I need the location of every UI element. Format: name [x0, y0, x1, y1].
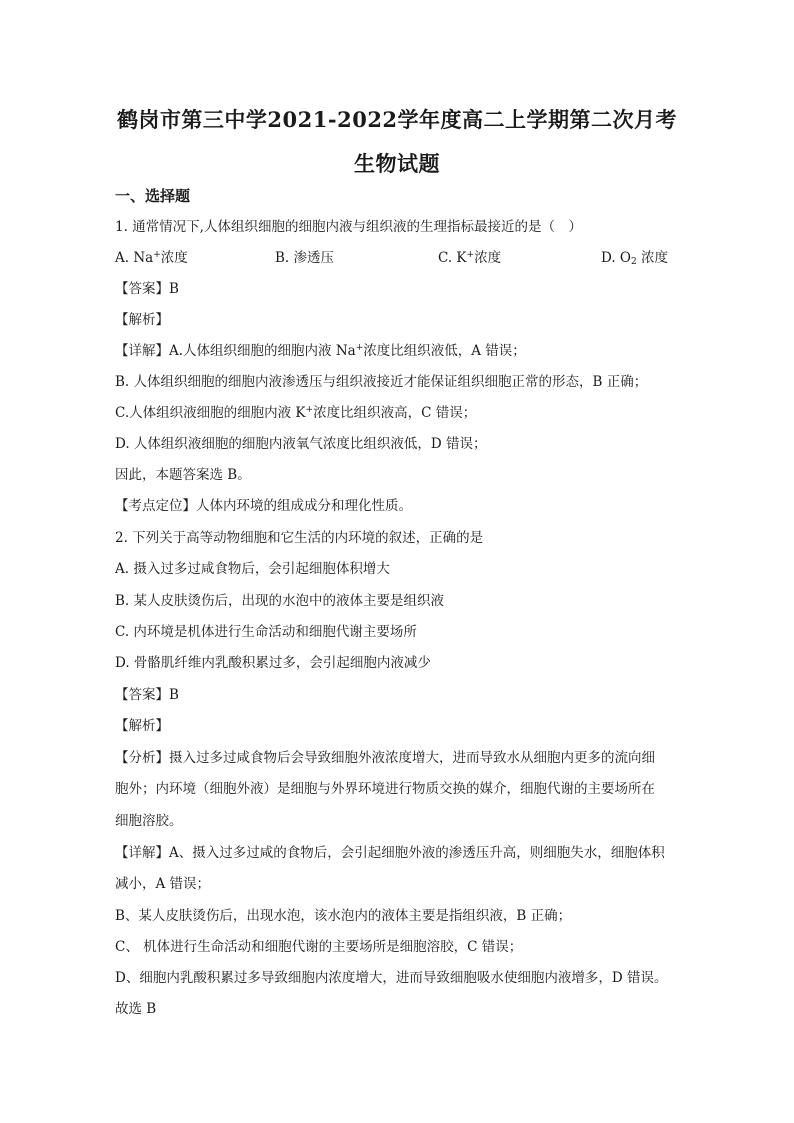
question-1-stem: 1. 通常情况下,人体组织细胞的细胞内液与组织液的生理指标最接近的是（ ）: [115, 219, 582, 235]
question-2-option-b: B. 某人皮肤烫伤后，出现的水泡中的液体主要是组织液: [115, 593, 445, 609]
question-2-option-a: A. 摄入过多过咸食物后，会引起细胞体积增大: [115, 561, 390, 577]
question-1-detail-a: 【详解】A.人体组织细胞的细胞内液 Na+浓度比组织液低，A 错误；: [115, 343, 526, 359]
question-1-conclusion: 因此，本题答案选 B。: [115, 467, 251, 483]
question-1-option-c: C. K+浓度: [438, 250, 502, 266]
question-1-answer: 【答案】B: [115, 281, 179, 297]
question-1-option-d: D. $O_2$ 浓度: [601, 250, 669, 267]
section-heading: 一、选择题: [115, 187, 191, 205]
question-2-fenxi-line-2: 胞外；内环境（细胞外液）是细胞与外界环境进行物质交换的媒介，细胞代谢的主要场所在: [115, 781, 655, 797]
question-2-answer: 【答案】B: [115, 687, 179, 703]
question-1-detail-b: B. 人体组织细胞的细胞内液渗透压与组织液接近才能保证组织细胞正常的形态，B 正确；: [115, 374, 648, 390]
question-1-option-a: A. Na+浓度: [115, 250, 188, 266]
question-1-analysis-label: 【解析】: [115, 312, 169, 328]
question-2-analysis-label: 【解析】: [115, 718, 169, 734]
question-2-fenxi-line-3: 细胞溶胶。: [115, 813, 183, 829]
question-2-option-d: D. 骨骼肌纤维内乳酸积累过多，会引起细胞内液减少: [115, 655, 431, 671]
question-1-detail-c: C.人体组织液细胞的细胞内液 K+浓度比组织液高，C 错误；: [115, 405, 477, 421]
question-2-detail-b: B、某人皮肤烫伤后，出现水泡，该水泡内的液体主要是指组织液，B 正确；: [115, 908, 572, 924]
question-2-detail-d: D、细胞内乳酸积累过多导致细胞内浓度增大，进而导致细胞吸水使细胞内液增多，D 错误。: [115, 970, 668, 986]
question-2-stem: 2. 下列关于高等动物细胞和它生活的内环境的叙述，正确的是: [115, 530, 484, 546]
question-2-option-c: C. 内环境是机体进行生命活动和细胞代谢主要场所: [115, 624, 417, 640]
question-2-detail-line-2: 减小，A 错误；: [115, 876, 211, 892]
page-title: 鹤岗市第三中学2021-2022学年度高二上学期第二次月考: [116, 107, 678, 132]
question-2-detail-line-1: 【详解】A、摄入过多过咸的食物后，会引起细胞外液的渗透压升高，则细胞失水，细胞体积: [115, 845, 665, 861]
question-1-detail-d: D. 人体组织液细胞的细胞内液氧气浓度比组织液低，D 错误；: [115, 436, 487, 452]
question-2-fenxi-line-1: 【分析】摄入过多过咸食物后会导致细胞外液浓度增大，进而导致水从细胞内更多的流向细: [115, 750, 655, 766]
question-1-option-b: B. 渗透压: [275, 250, 335, 266]
page-subtitle: 生物试题: [354, 151, 440, 176]
question-2-detail-c: C、 机体进行生命活动和细胞代谢的主要场所是细胞溶胶，C 错误；: [115, 939, 523, 955]
question-2-conclusion: 故选 B: [115, 1001, 157, 1017]
question-1-kaodian: 【考点定位】人体内环境的组成成分和理化性质。: [115, 498, 412, 514]
